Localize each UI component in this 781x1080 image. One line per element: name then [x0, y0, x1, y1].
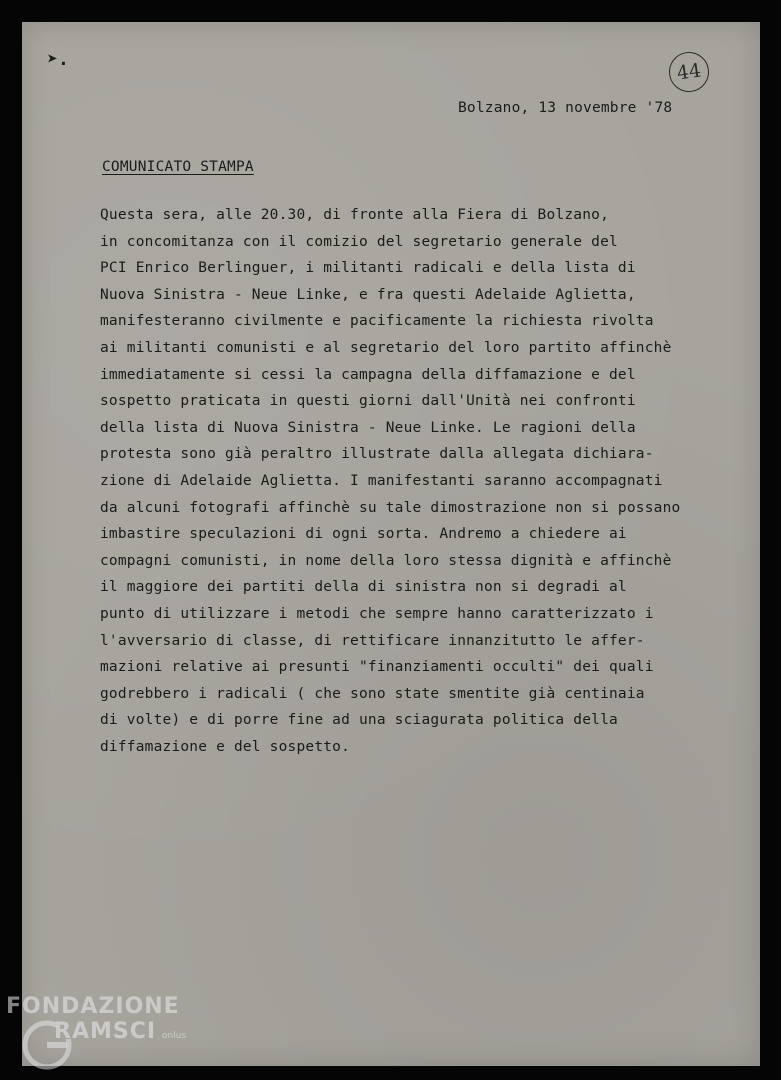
- body-line: Questa sera, alle 20.30, di fronte alla Fiera di Bolzano,: [100, 207, 609, 223]
- watermark-suffix: onlus: [162, 1031, 187, 1041]
- body-line: il maggiore dei partiti della di sinistra non si degradi al: [100, 579, 627, 596]
- body-line: di volte) e di porre fine ad una sciagurata politica della: [100, 712, 618, 729]
- body-line: l'avversario di classe, di rettificare innanzitutto le affer-: [100, 632, 645, 649]
- body-line: imbastire speculazioni di ogni sorta. Andremo a chiedere ai: [100, 526, 627, 543]
- document-page: [22, 22, 760, 1066]
- body-line: in concomitanza con il comizio del segretario generale del: [100, 233, 618, 250]
- body-line: sospetto praticata in questi giorni dall'Unità nei confronti: [100, 393, 636, 410]
- body-line: godrebbero i radicali ( che sono state smentite già centinaia: [100, 685, 645, 702]
- body-line: diffamazione e del sospetto.: [100, 738, 351, 755]
- body-line: punto di utilizzare i metodi che sempre hanno caratterizzato i: [100, 605, 654, 622]
- watermark-line1: FONDAZIONE: [6, 994, 180, 1019]
- body-line: PCI Enrico Berlinguer, i militanti radicali e della lista di: [100, 260, 636, 277]
- body-line: compagni comunisti, in nome della loro stessa dignità e affinchè: [100, 552, 672, 569]
- folio-number: 44: [666, 49, 711, 94]
- watermark-line2: [54, 1019, 186, 1044]
- watermark: [6, 994, 186, 1044]
- body-line: protesta sono già peraltro illustrate dalla allegata dichiara-: [100, 446, 654, 463]
- body-line: immediatamente si cessi la campagna della diffamazione e del: [100, 366, 636, 383]
- body-line: da alcuni fotografi affinchè su tale dimostrazione non si possano: [100, 499, 681, 516]
- body-line: zione di Adelaide Aglietta. I manifestanti saranno accompagnati: [100, 472, 663, 489]
- body-line: ai militanti comunisti e al segretario del loro partito affinchè: [100, 339, 672, 356]
- document-body: [100, 202, 740, 760]
- body-line: della lista di Nuova Sinistra - Neue Linke. Le ragioni della: [100, 419, 636, 436]
- body-line: mazioni relative ai presunti "finanziamenti occulti" dei quali: [100, 659, 654, 676]
- body-line: manifesteranno civilmente e pacificamente la richiesta rivolta: [100, 313, 654, 330]
- dateline: Bolzano, 13 novembre '78: [458, 100, 673, 116]
- document-heading: COMUNICATO STAMPA: [102, 159, 254, 175]
- body-line: Nuova Sinistra - Neue Linke, e fra questi Adelaide Aglietta,: [100, 286, 636, 303]
- margin-mark: ➤.: [47, 49, 70, 70]
- watermark-line2-text: RAMSCI: [54, 1019, 157, 1044]
